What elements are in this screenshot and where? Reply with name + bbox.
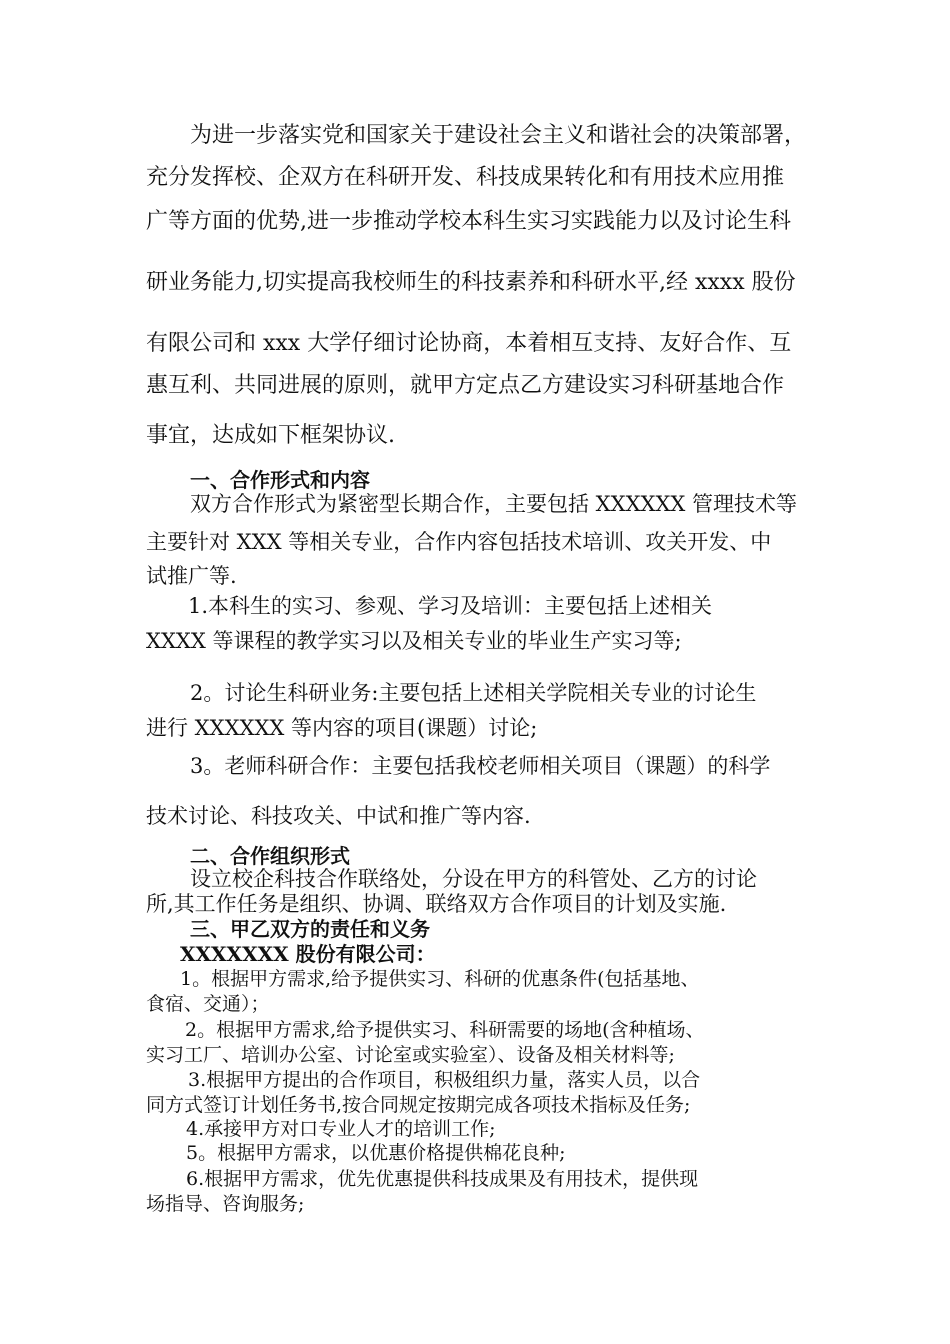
section-2-heading: 二、合作组织形式 [190,844,350,868]
intro-line-4: 研业务能力,切实提高我校师生的科技素养和科研水平,经 xxxx 股份 [146,270,796,295]
section-1-item-2-line-1: 2。讨论生科研业务:主要包括上述相关学院相关专业的讨论生 [190,681,757,705]
section-1-para-line-3: 试推广等. [146,564,237,588]
section-1-heading: 一、合作形式和内容 [190,468,370,492]
section-1-para-line-1: 双方合作形式为紧密型长期合作，主要包括 XXXXXX 管理技术等 [190,492,798,516]
section-3-item-4: 4.承接甲方对口专业人才的培训工作; [186,1118,496,1140]
section-2-para-line-1: 设立校企科技合作联络处，分设在甲方的科管处、乙方的讨论 [190,867,757,891]
section-3-item-2-line-2: 实习工厂、培训办公室、讨论室或实验室）、设备及相关材料等; [146,1044,675,1066]
section-3-item-3-line-1: 3.根据甲方提出的合作项目，积极组织力量，落实人员，以合 [188,1069,701,1091]
intro-line-2: 充分发挥校、企双方在科研开发、科技成果转化和有用技术应用推 [146,165,785,190]
section-1-para-line-2: 主要针对 XXX 等相关专业，合作内容包括技术培训、攻关开发、中 [146,530,772,554]
section-3-item-1-line-2: 食宿、交通）； [146,993,270,1015]
section-3-heading: 三、甲乙双方的责任和义务 [190,917,430,941]
intro-line-6: 惠互利、共同进展的原则，就甲方定点乙方建设实习科研基地合作 [146,373,785,398]
section-3-item-2-line-1: 2。根据甲方需求,给予提供实习、科研需要的场地(含种植场、 [185,1019,705,1041]
section-1-item-3-line-1: 3。老师科研合作：主要包括我校老师相关项目（课题）的科学 [190,754,771,778]
section-1-item-1-line-1: 1.本科生的实习、参观、学习及培训：主要包括上述相关 [188,594,713,618]
section-2-para-line-2: 所,其工作任务是组织、协调、联络双方合作项目的计划及实施. [146,892,727,916]
section-1-item-1-line-2: XXXX 等课程的教学实习以及相关专业的毕业生产实习等; [146,629,682,653]
section-1-item-3-line-2: 技术讨论、科技攻关、中试和推广等内容. [146,804,531,828]
intro-line-1: 为进一步落实党和国家关于建设社会主义和谐社会的决策部署， [190,123,807,148]
section-3-item-3-line-2: 同方式签订计划任务书,按合同规定按期完成各项技术指标及任务; [146,1094,691,1116]
intro-line-3: 广等方面的优势,进一步推动学校本科生实习实践能力以及讨论生科 [146,209,791,234]
section-1-item-2-line-2: 进行 XXXXXX 等内容的项目(课题）讨论; [146,716,538,740]
intro-line-7: 事宜，达成如下框架协议. [146,423,395,448]
section-3-item-5: 5。根据甲方需求，以优惠价格提供棉花良种; [186,1142,566,1164]
section-3-party: XXXXXXX 股份有限公司： [180,942,436,966]
section-3-item-1-line-1: 1。根据甲方需求,给予提供实习、科研的优惠条件(包括基地、 [180,968,700,990]
intro-line-5: 有限公司和 xxx 大学仔细讨论协商，本着相互支持、友好合作、互 [146,331,792,356]
section-3-item-6-line-1: 6.根据甲方需求，优先优惠提供科技成果及有用技术，提供现 [186,1168,699,1190]
section-3-item-6-line-2: 场指导、咨询服务; [146,1193,305,1215]
